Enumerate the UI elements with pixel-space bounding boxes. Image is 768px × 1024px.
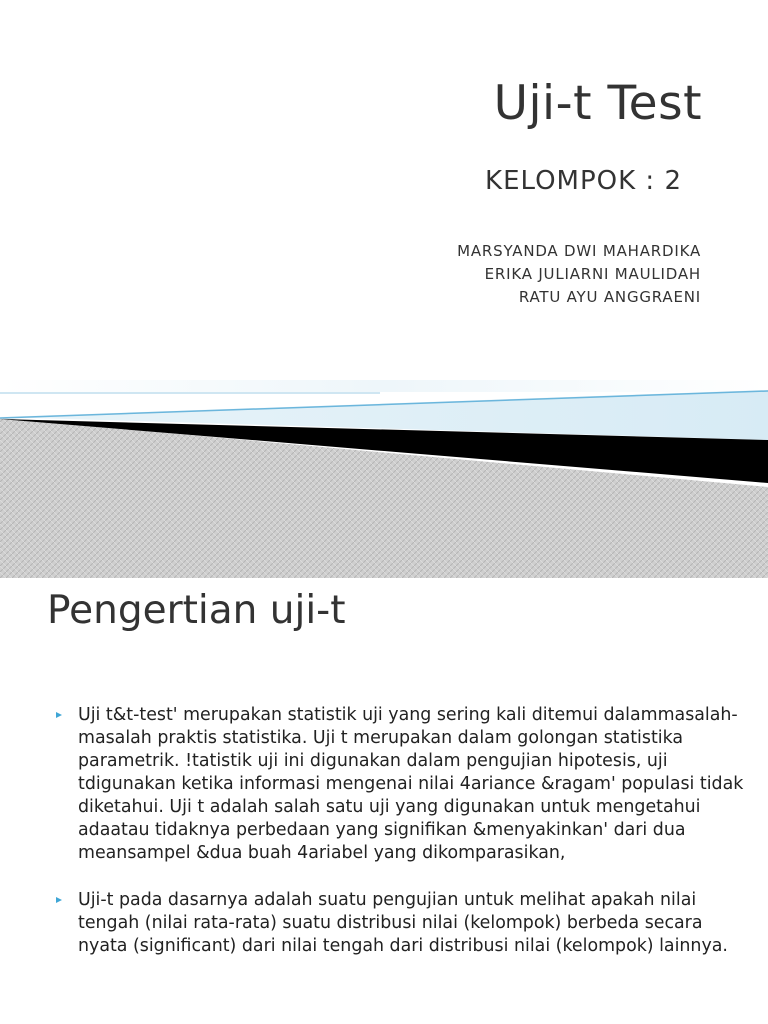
list-item xyxy=(54,889,744,958)
slide-subtitle: KELOMPOK : 2 xyxy=(485,166,682,196)
triangle-bullet-icon xyxy=(56,897,62,903)
member-name: RATU AYU ANGGRAENI xyxy=(518,288,701,306)
bullet-list xyxy=(54,704,744,982)
triangle-bullet-icon xyxy=(56,712,62,718)
member-name: ERIKA JULIARNI MAULIDAH xyxy=(484,265,701,283)
slide-title: Uji-t Test xyxy=(493,76,702,131)
bullet-text: Uji-t pada dasarnya adalah suatu pengujian untuk melihat apakah nilai tengah (nilai rata-rata) suatu distribusi nilai (kelompok) berbeda secara nyata (significant) dari nilai tengah dari distribusi nilai (kelompok) lainnya. xyxy=(78,890,728,956)
list-item xyxy=(54,704,744,865)
decorative-band xyxy=(0,380,768,578)
bullet-text: Uji t&t-test' merupakan statistik uji yang sering kali ditemui dalammasalah-masalah praktis statistika. Uji t merupakan dalam golongan statistika parametrik. !tatistik uji ini digunakan dalam pengujian hipotesis, uji tdigunakan ketika informasi mengenai nilai 4ariance &ragam' populasi tidak diketahui. Uji t adalah salah satu uji yang digunakan untuk mengetahui adaatau tidaknya perbedaan yang signifikan &menyakinkan' dari dua meansampel &dua buah 4ariabel yang dikomparasikan, xyxy=(78,705,744,863)
content-slide xyxy=(0,578,768,1024)
member-list xyxy=(457,240,701,309)
slide-title: Pengertian uji-t xyxy=(47,588,346,633)
member-name: MARSYANDA DWI MAHARDIKA xyxy=(457,242,701,260)
